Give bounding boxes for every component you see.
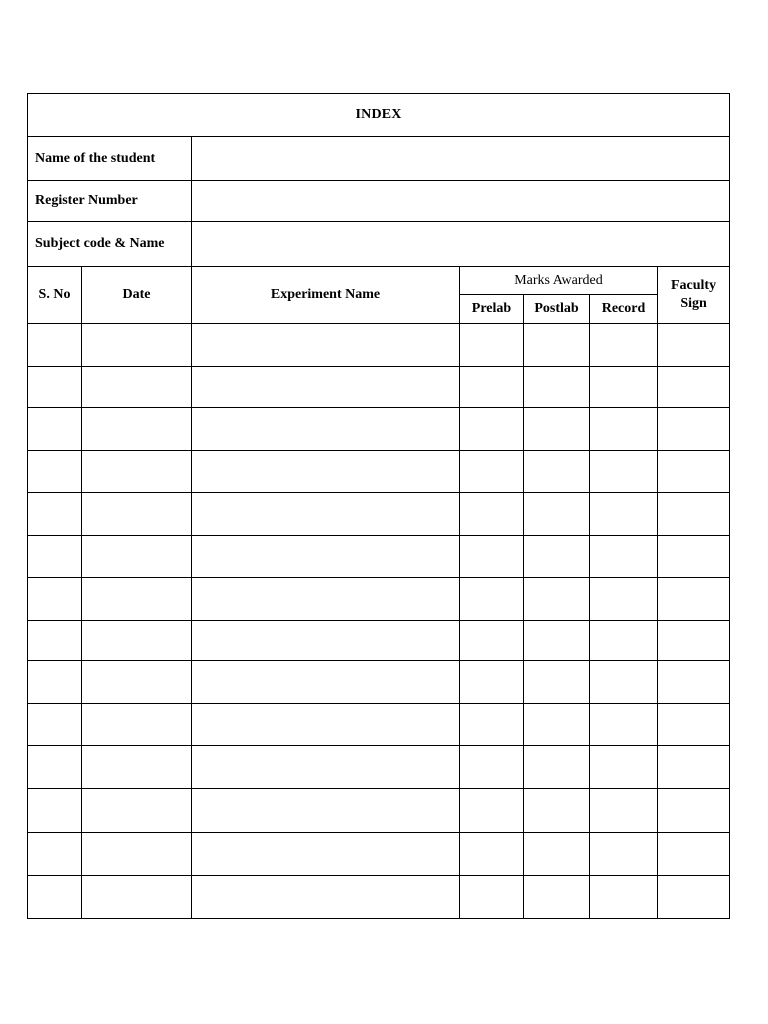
record-cell[interactable] xyxy=(590,493,658,536)
postlab-cell[interactable] xyxy=(524,789,590,833)
sno-cell[interactable] xyxy=(28,704,82,746)
table-row xyxy=(28,451,730,493)
sno-cell[interactable] xyxy=(28,408,82,451)
record-cell[interactable] xyxy=(590,746,658,789)
date-cell[interactable] xyxy=(82,746,192,789)
table-row xyxy=(28,324,730,367)
faculty-sign-cell[interactable] xyxy=(658,704,730,746)
date-cell[interactable] xyxy=(82,621,192,661)
postlab-cell[interactable] xyxy=(524,324,590,367)
experiment-name-cell[interactable] xyxy=(192,789,460,833)
table-row xyxy=(28,833,730,876)
student-name-row xyxy=(28,137,730,181)
date-cell[interactable] xyxy=(82,704,192,746)
marks-awarded-header: Marks Awarded xyxy=(460,267,658,295)
subject-code-name-label: Subject code & Name xyxy=(28,222,192,267)
faculty-sign-cell[interactable] xyxy=(658,578,730,621)
faculty-sign-cell[interactable] xyxy=(658,536,730,578)
prelab-cell[interactable] xyxy=(460,578,524,621)
date-cell[interactable] xyxy=(82,367,192,408)
experiment-name-cell[interactable] xyxy=(192,536,460,578)
record-cell[interactable] xyxy=(590,367,658,408)
date-cell[interactable] xyxy=(82,536,192,578)
postlab-cell[interactable] xyxy=(524,451,590,493)
record-cell[interactable] xyxy=(590,833,658,876)
register-number-field[interactable] xyxy=(192,181,730,222)
index-title: INDEX xyxy=(28,94,730,137)
postlab-cell[interactable] xyxy=(524,493,590,536)
experiment-name-cell[interactable] xyxy=(192,451,460,493)
record-cell[interactable] xyxy=(590,704,658,746)
experiment-name-cell[interactable] xyxy=(192,324,460,367)
sno-cell[interactable] xyxy=(28,493,82,536)
date-cell[interactable] xyxy=(82,789,192,833)
faculty-sign-cell[interactable] xyxy=(658,661,730,704)
postlab-cell[interactable] xyxy=(524,536,590,578)
experiment-name-cell[interactable] xyxy=(192,408,460,451)
experiment-name-header: Experiment Name xyxy=(192,267,460,324)
table-row xyxy=(28,789,730,833)
prelab-cell[interactable] xyxy=(460,451,524,493)
experiment-name-cell[interactable] xyxy=(192,621,460,661)
record-cell[interactable] xyxy=(590,876,658,919)
sno-cell[interactable] xyxy=(28,536,82,578)
postlab-cell[interactable] xyxy=(524,746,590,789)
experiment-name-cell[interactable] xyxy=(192,367,460,408)
column-header-row-1 xyxy=(28,267,730,295)
subject-code-name-field[interactable] xyxy=(192,222,730,267)
faculty-sign-cell[interactable] xyxy=(658,408,730,451)
sno-cell[interactable] xyxy=(28,661,82,704)
prelab-cell[interactable] xyxy=(460,367,524,408)
date-cell[interactable] xyxy=(82,578,192,621)
experiment-name-cell[interactable] xyxy=(192,578,460,621)
table-row xyxy=(28,493,730,536)
sno-cell[interactable] xyxy=(28,367,82,408)
prelab-cell[interactable] xyxy=(460,408,524,451)
prelab-cell[interactable] xyxy=(460,876,524,919)
table-row xyxy=(28,408,730,451)
faculty-sign-cell[interactable] xyxy=(658,493,730,536)
date-cell[interactable] xyxy=(82,408,192,451)
sno-cell[interactable] xyxy=(28,621,82,661)
index-table xyxy=(27,93,730,919)
register-number-label: Register Number xyxy=(28,181,192,222)
sno-cell[interactable] xyxy=(28,578,82,621)
prelab-cell[interactable] xyxy=(460,789,524,833)
table-row xyxy=(28,536,730,578)
prelab-cell[interactable] xyxy=(460,536,524,578)
prelab-cell[interactable] xyxy=(460,704,524,746)
prelab-cell[interactable] xyxy=(460,324,524,367)
postlab-cell[interactable] xyxy=(524,661,590,704)
record-cell[interactable] xyxy=(590,408,658,451)
table-row xyxy=(28,621,730,661)
date-cell[interactable] xyxy=(82,833,192,876)
table-row xyxy=(28,746,730,789)
subject-row xyxy=(28,222,730,267)
prelab-header: Prelab xyxy=(460,295,524,324)
experiment-name-cell[interactable] xyxy=(192,746,460,789)
faculty-sign-cell[interactable] xyxy=(658,367,730,408)
faculty-sign-cell[interactable] xyxy=(658,876,730,919)
table-row xyxy=(28,661,730,704)
faculty-sign-cell[interactable] xyxy=(658,621,730,661)
table-row xyxy=(28,578,730,621)
experiment-name-cell[interactable] xyxy=(192,876,460,919)
record-cell[interactable] xyxy=(590,536,658,578)
postlab-cell[interactable] xyxy=(524,367,590,408)
faculty-sign-cell[interactable] xyxy=(658,833,730,876)
sno-cell[interactable] xyxy=(28,746,82,789)
record-cell[interactable] xyxy=(590,578,658,621)
prelab-cell[interactable] xyxy=(460,746,524,789)
table-row xyxy=(28,876,730,919)
title-row xyxy=(28,94,730,137)
prelab-cell[interactable] xyxy=(460,621,524,661)
date-cell[interactable] xyxy=(82,876,192,919)
sno-cell[interactable] xyxy=(28,876,82,919)
date-cell[interactable] xyxy=(82,451,192,493)
sno-cell[interactable] xyxy=(28,833,82,876)
sno-cell[interactable] xyxy=(28,324,82,367)
register-number-row xyxy=(28,181,730,222)
prelab-cell[interactable] xyxy=(460,833,524,876)
record-cell[interactable] xyxy=(590,789,658,833)
record-cell[interactable] xyxy=(590,451,658,493)
postlab-cell[interactable] xyxy=(524,578,590,621)
postlab-cell[interactable] xyxy=(524,621,590,661)
experiment-name-cell[interactable] xyxy=(192,833,460,876)
faculty-sign-line-1: Faculty xyxy=(670,278,717,293)
date-cell[interactable] xyxy=(82,661,192,704)
faculty-sign-cell[interactable] xyxy=(658,324,730,367)
table-row xyxy=(28,367,730,408)
experiment-name-cell[interactable] xyxy=(192,493,460,536)
date-cell[interactable] xyxy=(82,324,192,367)
postlab-header: Postlab xyxy=(524,295,590,324)
record-cell[interactable] xyxy=(590,621,658,661)
sno-header: S. No xyxy=(28,267,82,324)
prelab-cell[interactable] xyxy=(460,661,524,704)
sno-cell[interactable] xyxy=(28,451,82,493)
postlab-cell[interactable] xyxy=(524,408,590,451)
student-name-label: Name of the student xyxy=(28,137,192,181)
faculty-sign-header xyxy=(658,267,730,324)
student-name-field[interactable] xyxy=(192,137,730,181)
record-cell[interactable] xyxy=(590,661,658,704)
experiment-name-cell[interactable] xyxy=(192,661,460,704)
postlab-cell[interactable] xyxy=(524,833,590,876)
entry-rows xyxy=(28,324,730,919)
faculty-sign-cell[interactable] xyxy=(658,789,730,833)
record-cell[interactable] xyxy=(590,324,658,367)
faculty-sign-line-2: Sign xyxy=(680,296,707,311)
postlab-cell[interactable] xyxy=(524,704,590,746)
sno-cell[interactable] xyxy=(28,789,82,833)
table-row xyxy=(28,704,730,746)
record-header: Record xyxy=(590,295,658,324)
date-header: Date xyxy=(82,267,192,324)
faculty-sign-cell[interactable] xyxy=(658,451,730,493)
faculty-sign-cell[interactable] xyxy=(658,746,730,789)
date-cell[interactable] xyxy=(82,493,192,536)
experiment-name-cell[interactable] xyxy=(192,704,460,746)
postlab-cell[interactable] xyxy=(524,876,590,919)
prelab-cell[interactable] xyxy=(460,493,524,536)
